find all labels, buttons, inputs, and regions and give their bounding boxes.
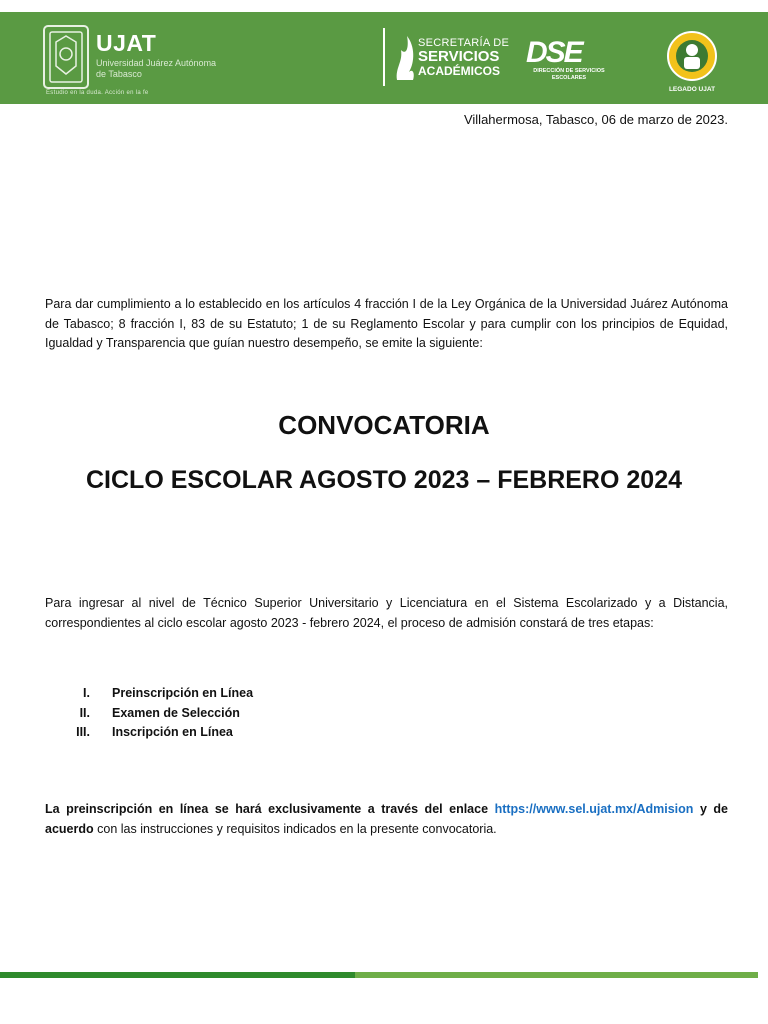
ujat-motto: Estudio en la duda. Acción en la fe	[46, 90, 149, 96]
body-paragraph: Para ingresar al nivel de Técnico Superior Universitario y Licenciatura en el Sistema Escolarizado y a Distancia, correspondientes al ciclo escolar agosto 2023 - febrero 2024, el proceso de admisión constará de tres etapas:	[45, 596, 728, 630]
intro-paragraph: Para dar cumplimiento a lo establecido en los artículos 4 fracción I de la Ley Orgánica de la Universidad Juárez Autónoma de Tabasco; 8 fracción I, 83 de su Estatuto; 1 de su Reglamento Escolar y para cumplir con los principios de Equidad, Igualdad y Transparencia que guían nuestro desempeño, se emite la siguiente:	[45, 297, 728, 350]
document-title: CONVOCATORIA	[278, 410, 490, 440]
list-item-number: I.	[83, 686, 90, 700]
closing-paragraph	[45, 800, 728, 839]
legado-ujat-logo	[664, 26, 720, 106]
ujat-subtitle: Universidad Juárez Autónoma de Tabasco	[96, 58, 217, 79]
ssa-line3: ACADÉMICOS	[418, 64, 501, 78]
header-banner	[0, 12, 768, 104]
list-item-label: Inscripción en Línea	[112, 725, 233, 739]
list-item	[60, 706, 253, 726]
header-divider	[383, 28, 385, 86]
footer-line-dark	[0, 972, 355, 978]
closing-rest-text: con las instrucciones y requisitos indicados en la presente convocatoria.	[97, 821, 497, 836]
list-item	[60, 725, 253, 745]
document-date: Villahermosa, Tabasco, 06 de marzo de 2023.	[463, 112, 728, 127]
document-subtitle: CICLO ESCOLAR AGOSTO 2023 – FEBRERO 2024	[86, 466, 682, 494]
admission-link[interactable]: https://www.sel.ujat.mx/Admision	[494, 802, 694, 816]
stages-list	[60, 686, 253, 745]
ssa-line1: SECRETARÍA DE	[418, 37, 510, 49]
ssa-flame-icon	[393, 32, 417, 84]
list-item-number: III.	[76, 725, 90, 739]
ujat-name: UJAT	[96, 30, 157, 56]
list-item-label: Preinscripción en Línea	[112, 686, 254, 700]
footer-line-light	[355, 972, 758, 978]
ujat-seal-icon	[42, 22, 90, 92]
legado-text: LEGADO UJAT	[668, 86, 716, 93]
closing-bold-text: La preinscripción en línea se hará exclusivamente a través del enlace	[45, 802, 489, 816]
list-item	[60, 686, 253, 706]
list-item-label: Examen de Selección	[112, 705, 240, 720]
dse-logo: DSE	[526, 36, 582, 69]
legado-badge-icon	[664, 26, 720, 86]
list-item-number: II.	[79, 705, 90, 720]
closing-bold-text-2: y de acuerdo	[45, 802, 728, 836]
ssa-line2: SERVICIOS	[418, 48, 500, 65]
dse-subtitle: DIRECCIÓN DE SERVICIOS ESCOLARES	[533, 68, 605, 81]
ssa-logo-text	[418, 36, 509, 78]
